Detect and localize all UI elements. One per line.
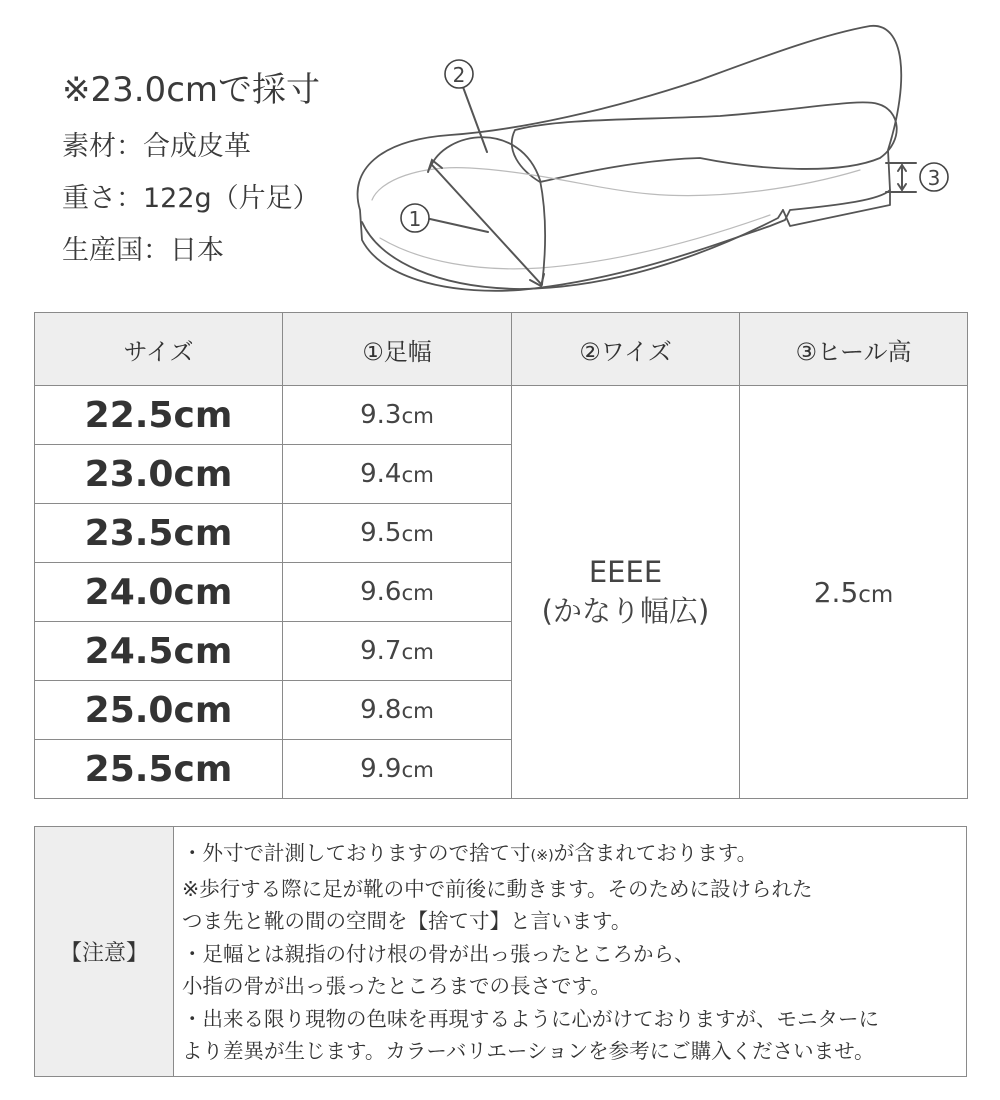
wise-value: EEEE [588,554,663,589]
size-table-header [35,313,968,386]
caution-line-7: より差異が生じます。カラーバリエーションを参考にご購入くださいませ。 [182,1039,875,1063]
marker-2-label: 2 [452,63,466,87]
header-wise: ②ワイズ [512,313,740,386]
table-row [35,386,968,445]
size-cell: 25.0cm [35,681,283,740]
caution-line-4: ・足幅とは親指の付け根の骨が出っ張ったところから、 [182,941,695,966]
shoe-diagram [340,18,960,300]
header-foot-width: ①足幅 [283,313,512,386]
marker-1-label: 1 [408,207,422,231]
foot-width-cell: 9.7cm [283,622,512,681]
foot-width-cell: 9.6cm [283,563,512,622]
heel-height-cell: 2.5cm [740,386,968,799]
foot-width-cell: 9.5cm [283,504,512,563]
caution-header: 【注意】 [35,827,174,1077]
foot-width-cell: 9.9cm [283,740,512,799]
foot-width-cell: 9.3cm [283,386,512,445]
header-size: サイズ [35,313,283,386]
caution-line-2: ※歩行する際に足が靴の中で前後に動きます。そのために設けられた [182,876,813,901]
wise-description: (かなり幅広) [541,594,710,628]
marker-1 [401,204,429,232]
size-table [34,312,968,799]
caution-body [174,827,967,1077]
marker-2 [445,60,473,88]
marker-3-label: 3 [927,166,941,190]
foot-width-cell: 9.4cm [283,445,512,504]
origin-note: 生産国：日本 [62,235,224,266]
caution-line-3: つま先と靴の間の空間を【捨て寸】と言います。 [182,909,632,933]
heel-block [783,190,890,226]
caution-line-5: 小指の骨が出っ張ったところまでの長さです。 [182,974,611,998]
size-cell: 23.0cm [35,445,283,504]
shoe-outline [358,26,902,291]
caution-line-1: ・外寸で計測しておりますので捨て寸(※)が含まれております。 [182,841,758,865]
caution-line-6: ・出来る限り現物の色味を再現するように心がけておりますが、モニターに [182,1006,879,1031]
weight-note: 重さ：122g（片足） [62,183,320,214]
shoe-opening [512,102,897,182]
caution-box [34,826,967,1077]
material-note: 素材：合成皮革 [62,131,251,162]
measured-size-note: ※23.0cmで採寸 [62,70,321,110]
size-cell: 24.5cm [35,622,283,681]
header-heel-height: ③ヒール高 [740,313,968,386]
size-cell: 24.0cm [35,563,283,622]
size-cell: 25.5cm [35,740,283,799]
marker-3 [920,163,948,191]
width-arrow [432,165,541,284]
size-cell: 22.5cm [35,386,283,445]
size-cell: 23.5cm [35,504,283,563]
foot-width-cell: 9.8cm [283,681,512,740]
wise-cell [512,386,740,799]
